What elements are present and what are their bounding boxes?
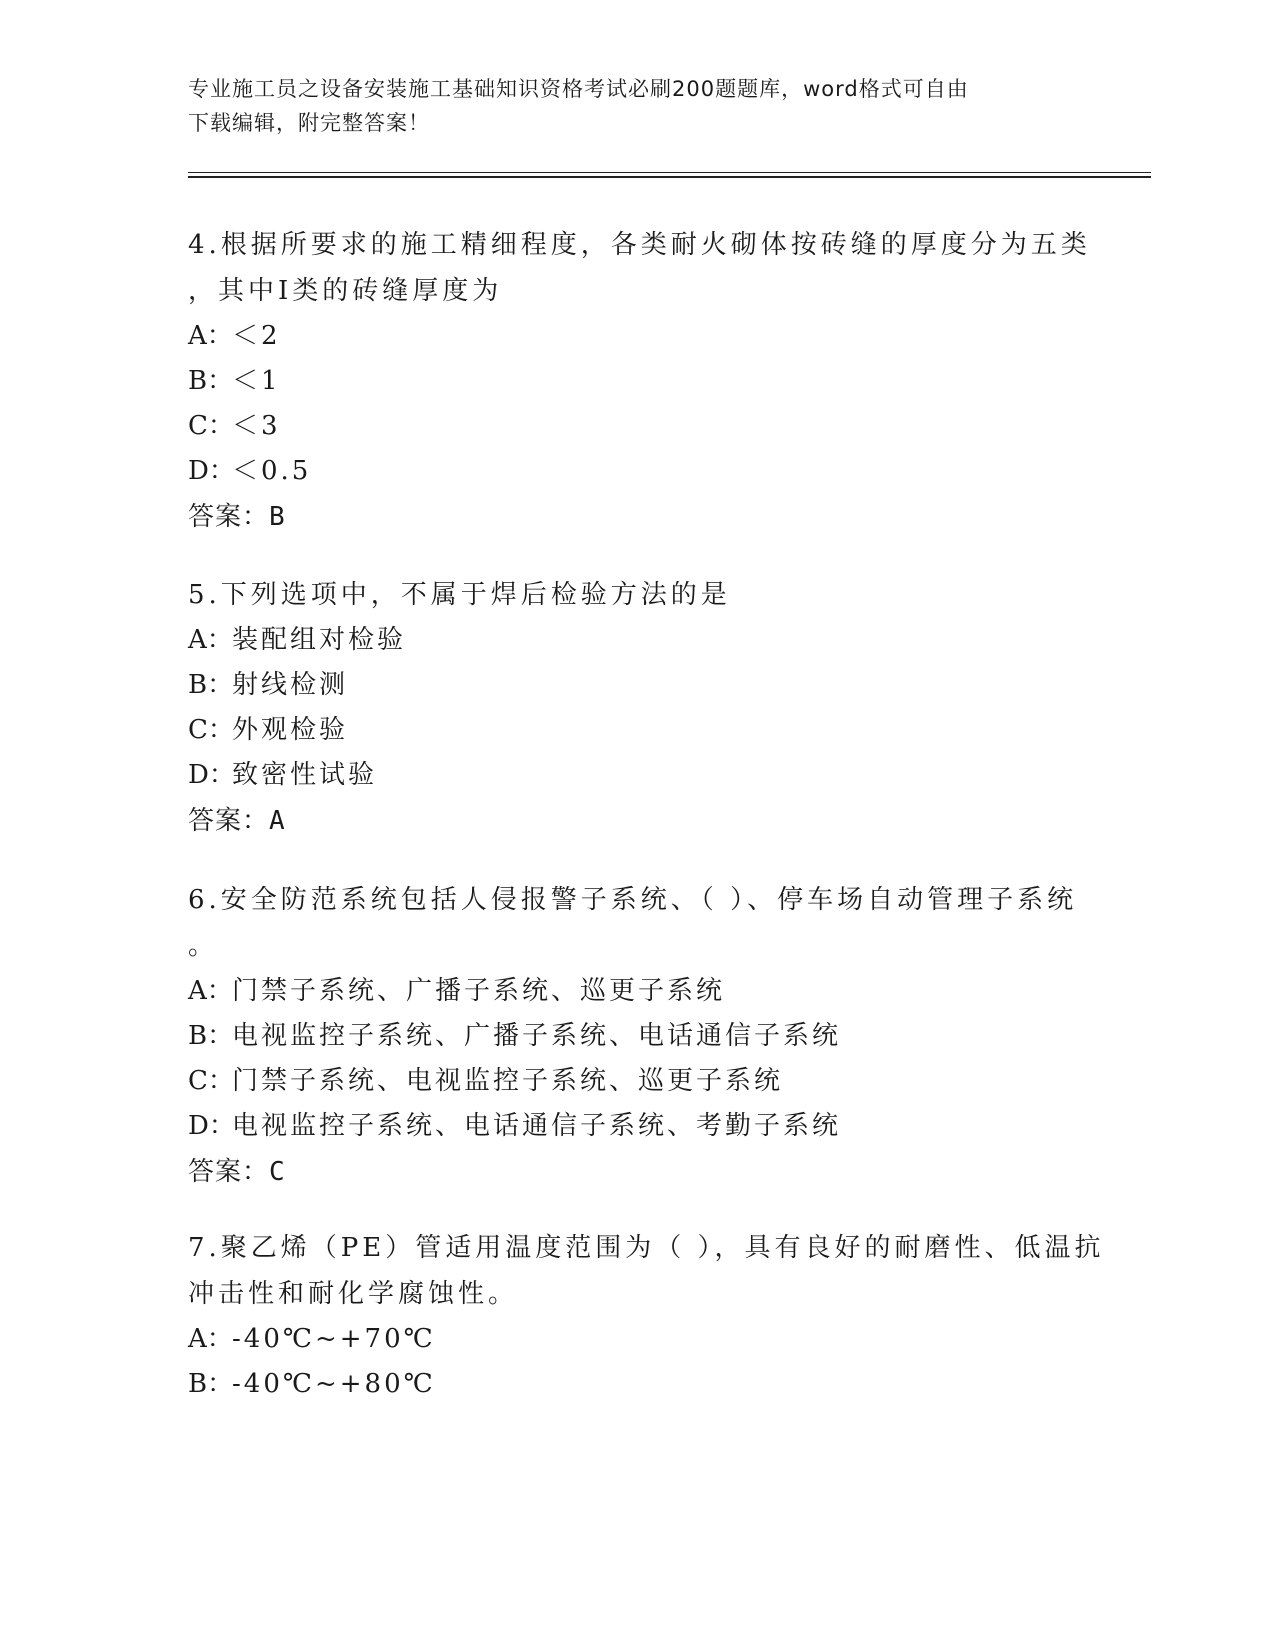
question-text-line: 。 (188, 931, 219, 961)
option-b (188, 663, 1088, 708)
option-key: B： (188, 1369, 234, 1399)
option-d (188, 1104, 1088, 1149)
option-text: 电视监控子系统、电话通信子系统、考勤子系统 (232, 1111, 842, 1141)
option-c (188, 404, 1088, 449)
option-d (188, 449, 1088, 494)
option-key: D： (188, 456, 235, 486)
answer-line (188, 1149, 1088, 1195)
option-key: B： (188, 1021, 234, 1051)
answer-value: A (269, 806, 286, 836)
option-key: A： (188, 625, 233, 655)
question-text-line: ，其中Ⅰ类的砖缝厚度为 (188, 276, 503, 306)
option-key: C： (188, 1066, 234, 1096)
option-text: -40℃~+70℃ (232, 1324, 436, 1354)
option-key: B： (188, 366, 234, 396)
answer-value: C (269, 1157, 286, 1187)
question-text-line: 4.根据所要求的施工精细程度，各类耐火砌体按砖缝的厚度分为五类 (188, 230, 1091, 260)
header-divider-thick (188, 176, 1151, 178)
answer-line (188, 798, 1088, 844)
option-a (188, 314, 1088, 359)
option-text: ＜3 (232, 411, 281, 441)
header-line-2: 下载编辑，附完整答案！ (188, 111, 430, 135)
option-b (188, 1362, 1088, 1407)
option-text: 门禁子系统、广播子系统、巡更子系统 (232, 976, 726, 1006)
question-4 (188, 222, 1091, 540)
option-text: ＜0.5 (232, 456, 312, 486)
option-key: C： (188, 715, 234, 745)
answer-value: B (269, 502, 286, 532)
document-header (188, 72, 1088, 140)
option-key: D： (188, 1111, 235, 1141)
option-key: A： (188, 321, 233, 351)
option-key: B： (188, 670, 234, 700)
question-text-line: 6.安全防范系统包括人侵报警子系统、（ ）、停车场自动管理子系统 (188, 885, 1078, 915)
option-text: 射线检测 (232, 670, 349, 700)
option-text: 电视监控子系统、广播子系统、电话通信子系统 (232, 1021, 842, 1051)
header-line-1: 专业施工员之设备安装施工基础知识资格考试必刷200题题库，word格式可自由 (188, 77, 969, 101)
option-a (188, 1317, 1088, 1362)
question-text-line: 5.下列选项中，不属于焊后检验方法的是 (188, 580, 731, 610)
option-key: A： (188, 1324, 233, 1354)
answer-label: 答案： (188, 502, 270, 532)
question-7 (188, 1225, 1105, 1407)
option-text: 门禁子系统、电视监控子系统、巡更子系统 (232, 1066, 784, 1096)
option-c (188, 1059, 1088, 1104)
option-text: 装配组对检验 (232, 625, 407, 655)
option-key: C： (188, 411, 234, 441)
option-key: A： (188, 976, 233, 1006)
option-c (188, 708, 1088, 753)
option-text: ＜2 (232, 321, 281, 351)
option-text: 致密性试验 (232, 760, 378, 790)
question-text-line: 7.聚乙烯（PE）管适用温度范围为（ ），具有良好的耐磨性、低温抗 (188, 1233, 1105, 1263)
option-text: -40℃~+80℃ (232, 1369, 436, 1399)
answer-label: 答案： (188, 1157, 270, 1187)
option-b (188, 359, 1088, 404)
option-a (188, 969, 1088, 1014)
option-b (188, 1014, 1088, 1059)
option-text: ＜1 (232, 366, 281, 396)
option-d (188, 753, 1088, 798)
question-6 (188, 877, 1088, 1195)
option-key: D： (188, 760, 235, 790)
answer-line (188, 494, 1088, 540)
option-text: 外观检验 (232, 715, 349, 745)
answer-label: 答案： (188, 806, 270, 836)
option-a (188, 618, 1088, 663)
question-text-line: 冲击性和耐化学腐蚀性。 (188, 1279, 519, 1309)
header-divider-thin (188, 172, 1151, 173)
question-5 (188, 572, 1088, 844)
